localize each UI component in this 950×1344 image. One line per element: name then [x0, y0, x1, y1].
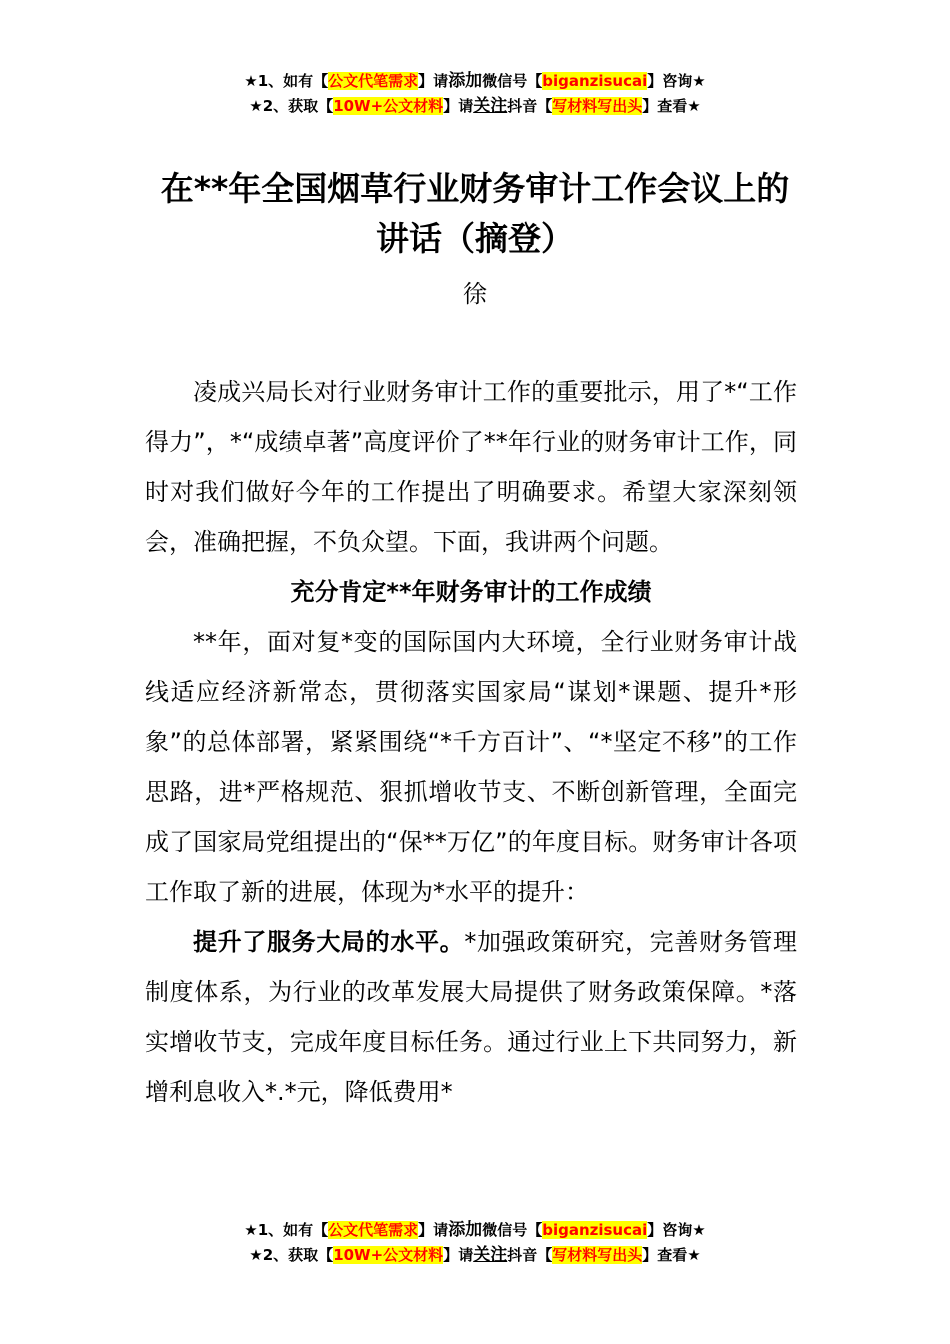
- ad-highlight-service: 公文代笔需求: [328, 72, 419, 90]
- ad-highlight-douyin: 写材料写出头: [552, 97, 643, 115]
- document-author: 徐: [463, 280, 487, 308]
- paragraph-achievements: **年，面对复*变的国际国内大环境，全行业财务审计战线适应经济新常态，贯彻落实国家局“谋划*课题、提升*形象”的总体部署，紧紧围绕“*千方百计”、“*坚定不移”的工作思路，进*严格规范、狠抓增收节支、不断创新管理，全面完成了国家局党组提出的“保**万亿”的年度目标。财务审计各项工作取了新的进展，体现为*水平的提升：: [145, 628, 797, 906]
- header-ad-line-2: ★2、获取【10W+公文材料】请关注抖音【写材料写出头】查看★: [249, 96, 701, 116]
- paragraph-service-lead: 提升了服务大局的水平。: [193, 928, 465, 956]
- ad-highlight-materials: 10W+公文材料: [333, 97, 444, 115]
- header-ad-line-1: ★1、如有【公文代笔需求】请添加微信号【biganzisucai】咨询★: [244, 71, 706, 91]
- footer-ad-line-2: ★2、获取【10W+公文材料】请关注抖音【写材料写出头】查看★: [249, 1245, 701, 1265]
- paragraph-intro: 凌成兴局长对行业财务审计工作的重要批示，用了*“工作得力”，*“成绩卓著”高度评价了**年行业的财务审计工作，同时对我们做好今年的工作提出了明确要求。希望大家深刻领会，准确把握，不负众望。下面，我讲两个问题。: [145, 378, 797, 556]
- ad-highlight-wechat: biganzisucai: [542, 72, 648, 90]
- document-body: [145, 367, 797, 1117]
- paragraph-service: [145, 917, 797, 1117]
- section-heading: 充分肯定**年财务审计的工作成绩: [290, 578, 652, 606]
- document-title: 在**年全国烟草行业财务审计工作会议上的讲话（摘登）: [160, 169, 790, 258]
- footer-ad-line-1: ★1、如有【公文代笔需求】请添加微信号【biganzisucai】咨询★: [244, 1220, 706, 1240]
- paragraph-service-text: *加强政策研究，完善财务管理制度体系，为行业的改革发展大局提供了财务政策保障。*落实增收节支，完成年度目标任务。通过行业上下共同努力，新增利息收入*.*元，降低费用*: [145, 928, 798, 1106]
